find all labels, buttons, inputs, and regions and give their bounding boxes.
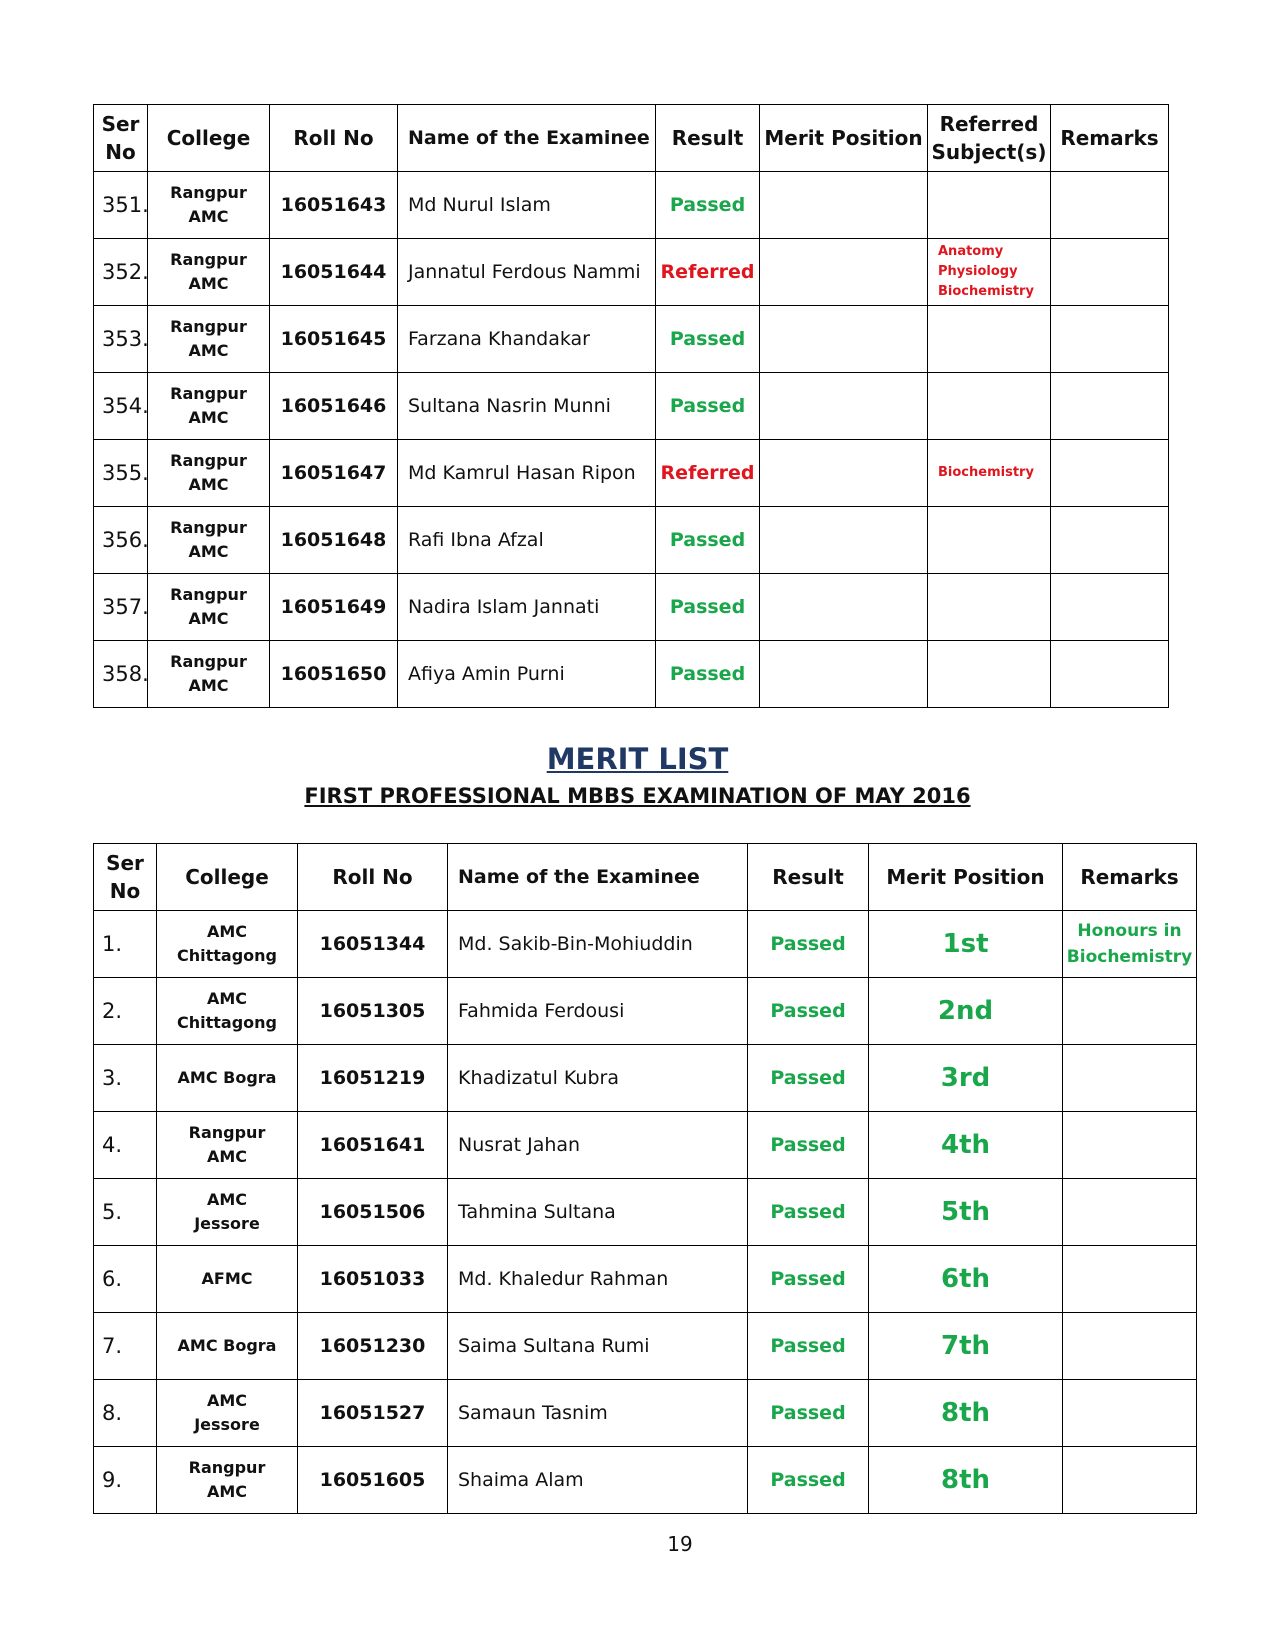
college-cell: Rangpur AMC — [157, 1112, 298, 1179]
college-cell: AFMC — [157, 1246, 298, 1313]
merit-position-cell: 1st — [869, 911, 1063, 978]
examinee-name-cell: Samaun Tasnim — [448, 1380, 748, 1447]
merit-position-cell: 5th — [869, 1179, 1063, 1246]
table-row — [94, 641, 1169, 708]
ser-no-cell: 354. — [94, 373, 148, 440]
table-header-row — [94, 105, 1169, 172]
merit-position-cell: 7th — [869, 1313, 1063, 1380]
ser-no-cell: 353. — [94, 306, 148, 373]
ser-no-cell: 5. — [94, 1179, 157, 1246]
ser-no-cell: 356. — [94, 507, 148, 574]
merit-list-title: MERIT LIST — [546, 742, 729, 776]
table-row — [94, 574, 1169, 641]
ser-no-cell: 7. — [94, 1313, 157, 1380]
college-cell: Rangpur AMC — [148, 641, 270, 708]
roll-no-cell: 16051344 — [298, 911, 448, 978]
result-cell: Passed — [748, 1447, 869, 1514]
header-ser-no: Ser No — [94, 105, 148, 172]
examinee-name-cell: Md Kamrul Hasan Ripon — [398, 440, 656, 507]
ser-no-cell: 352. — [94, 239, 148, 306]
header-result: Result — [656, 105, 760, 172]
examinee-name-cell: Khadizatul Kubra — [448, 1045, 748, 1112]
roll-no-cell: 16051644 — [270, 239, 398, 306]
examinee-name-cell: Md Nurul Islam — [398, 172, 656, 239]
remarks-cell — [1051, 172, 1169, 239]
roll-no-cell: 16051506 — [298, 1179, 448, 1246]
referred-subjects-cell — [928, 306, 1051, 373]
result-cell: Passed — [748, 1246, 869, 1313]
header-referred-subjects: Referred Subject(s) — [928, 105, 1051, 172]
table-row — [94, 507, 1169, 574]
roll-no-cell: 16051643 — [270, 172, 398, 239]
result-cell: Passed — [656, 641, 760, 708]
result-cell: Passed — [656, 172, 760, 239]
ser-no-cell: 357. — [94, 574, 148, 641]
roll-no-cell: 16051305 — [298, 978, 448, 1045]
table-row — [94, 1112, 1197, 1179]
referred-subjects-cell — [928, 507, 1051, 574]
examinee-name-cell: Rafi Ibna Afzal — [398, 507, 656, 574]
college-cell: Rangpur AMC — [148, 507, 270, 574]
header-roll-no: Roll No — [298, 844, 448, 911]
examinee-name-cell: Farzana Khandakar — [398, 306, 656, 373]
remarks-cell — [1051, 574, 1169, 641]
ser-no-cell: 8. — [94, 1380, 157, 1447]
roll-no-cell: 16051646 — [270, 373, 398, 440]
examinee-name-cell: Md. Khaledur Rahman — [448, 1246, 748, 1313]
roll-no-cell: 16051649 — [270, 574, 398, 641]
roll-no-cell: 16051527 — [298, 1380, 448, 1447]
referred-subjects-cell — [928, 172, 1051, 239]
ser-no-cell: 351. — [94, 172, 148, 239]
merit-position-cell — [760, 641, 928, 708]
roll-no-cell: 16051641 — [298, 1112, 448, 1179]
result-cell: Passed — [748, 1045, 869, 1112]
remarks-cell — [1063, 1313, 1197, 1380]
ser-no-cell: 358. — [94, 641, 148, 708]
remarks-cell — [1063, 1447, 1197, 1514]
roll-no-cell: 16051219 — [298, 1045, 448, 1112]
college-cell: Rangpur AMC — [148, 172, 270, 239]
header-merit-position: Merit Position — [869, 844, 1063, 911]
college-cell: AMC Jessore — [157, 1380, 298, 1447]
merit-position-cell: 6th — [869, 1246, 1063, 1313]
table-row — [94, 1246, 1197, 1313]
college-cell: Rangpur AMC — [148, 574, 270, 641]
examinee-name-cell: Fahmida Ferdousi — [448, 978, 748, 1045]
result-cell: Passed — [748, 911, 869, 978]
result-cell: Referred — [656, 440, 760, 507]
ser-no-cell: 6. — [94, 1246, 157, 1313]
result-cell: Passed — [656, 507, 760, 574]
table-row — [94, 239, 1169, 306]
result-cell: Passed — [656, 306, 760, 373]
college-cell: AMC Chittagong — [157, 978, 298, 1045]
result-cell: Passed — [748, 978, 869, 1045]
college-cell: Rangpur AMC — [148, 440, 270, 507]
merit-position-cell — [760, 306, 928, 373]
header-remarks: Remarks — [1063, 844, 1197, 911]
remarks-cell — [1051, 641, 1169, 708]
roll-no-cell: 16051648 — [270, 507, 398, 574]
roll-no-cell: 16051605 — [298, 1447, 448, 1514]
college-cell: Rangpur AMC — [148, 373, 270, 440]
ser-no-cell: 1. — [94, 911, 157, 978]
college-cell: Rangpur AMC — [148, 239, 270, 306]
header-college: College — [148, 105, 270, 172]
remarks-cell — [1063, 1380, 1197, 1447]
header-ser-no: Ser No — [94, 844, 157, 911]
roll-no-cell: 16051230 — [298, 1313, 448, 1380]
ser-no-cell: 9. — [94, 1447, 157, 1514]
examinee-name-cell: Afiya Amin Purni — [398, 641, 656, 708]
referred-subjects-cell — [928, 641, 1051, 708]
examinee-name-cell: Tahmina Sultana — [448, 1179, 748, 1246]
remarks-cell — [1063, 978, 1197, 1045]
result-cell: Passed — [748, 1112, 869, 1179]
remarks-cell — [1063, 1112, 1197, 1179]
remarks-cell — [1063, 1045, 1197, 1112]
examinee-name-cell: Jannatul Ferdous Nammi — [398, 239, 656, 306]
college-cell: AMC Jessore — [157, 1179, 298, 1246]
remarks-cell — [1051, 440, 1169, 507]
header-result: Result — [748, 844, 869, 911]
header-name: Name of the Examinee — [398, 105, 656, 172]
remarks-cell — [1063, 1246, 1197, 1313]
table-row — [94, 978, 1197, 1045]
table-row — [94, 1179, 1197, 1246]
merit-position-cell: 3rd — [869, 1045, 1063, 1112]
header-merit-position: Merit Position — [760, 105, 928, 172]
referred-subjects-cell: Biochemistry — [928, 440, 1051, 507]
table-row — [94, 1313, 1197, 1380]
remarks-cell — [1051, 373, 1169, 440]
header-college: College — [157, 844, 298, 911]
result-cell: Passed — [656, 373, 760, 440]
college-cell: AMC Chittagong — [157, 911, 298, 978]
merit-position-cell: 4th — [869, 1112, 1063, 1179]
header-name: Name of the Examinee — [448, 844, 748, 911]
result-cell: Passed — [748, 1179, 869, 1246]
merit-table — [93, 843, 1197, 1514]
table-row — [94, 1380, 1197, 1447]
page-number: 19 — [667, 1532, 693, 1556]
examinee-name-cell: Md. Sakib-Bin-Mohiuddin — [448, 911, 748, 978]
examinee-name-cell: Nadira Islam Jannati — [398, 574, 656, 641]
merit-position-cell — [760, 239, 928, 306]
referred-subjects-cell: Anatomy Physiology Biochemistry — [928, 239, 1051, 306]
table-header-row — [94, 844, 1197, 911]
remarks-cell — [1051, 239, 1169, 306]
roll-no-cell: 16051645 — [270, 306, 398, 373]
header-roll-no: Roll No — [270, 105, 398, 172]
remarks-cell — [1051, 306, 1169, 373]
merit-position-cell: 8th — [869, 1447, 1063, 1514]
table-row — [94, 373, 1169, 440]
examinee-name-cell: Shaima Alam — [448, 1447, 748, 1514]
table-row — [94, 306, 1169, 373]
referred-subjects-cell — [928, 574, 1051, 641]
merit-position-cell — [760, 440, 928, 507]
merit-position-cell — [760, 507, 928, 574]
merit-position-cell — [760, 574, 928, 641]
merit-position-cell — [760, 172, 928, 239]
table-row — [94, 1045, 1197, 1112]
table-row — [94, 172, 1169, 239]
roll-no-cell: 16051650 — [270, 641, 398, 708]
roll-no-cell: 16051647 — [270, 440, 398, 507]
merit-list-subtitle: FIRST PROFESSIONAL MBBS EXAMINATION OF MAY 2016 — [304, 784, 971, 808]
result-cell: Referred — [656, 239, 760, 306]
table-row — [94, 911, 1197, 978]
merit-position-cell: 8th — [869, 1380, 1063, 1447]
examinee-name-cell: Sultana Nasrin Munni — [398, 373, 656, 440]
result-cell: Passed — [748, 1313, 869, 1380]
referred-subjects-cell — [928, 373, 1051, 440]
remarks-cell — [1063, 1179, 1197, 1246]
merit-position-cell: 2nd — [869, 978, 1063, 1045]
examinee-name-cell: Saima Sultana Rumi — [448, 1313, 748, 1380]
college-cell: Rangpur AMC — [157, 1447, 298, 1514]
examinee-name-cell: Nusrat Jahan — [448, 1112, 748, 1179]
table-row — [94, 440, 1169, 507]
ser-no-cell: 3. — [94, 1045, 157, 1112]
merit-position-cell — [760, 373, 928, 440]
results-table — [93, 104, 1169, 708]
ser-no-cell: 355. — [94, 440, 148, 507]
roll-no-cell: 16051033 — [298, 1246, 448, 1313]
ser-no-cell: 2. — [94, 978, 157, 1045]
table-row — [94, 1447, 1197, 1514]
college-cell: Rangpur AMC — [148, 306, 270, 373]
remarks-cell: Honours in Biochemistry — [1063, 911, 1197, 978]
header-remarks: Remarks — [1051, 105, 1169, 172]
result-cell: Passed — [656, 574, 760, 641]
college-cell: AMC Bogra — [157, 1045, 298, 1112]
remarks-cell — [1051, 507, 1169, 574]
ser-no-cell: 4. — [94, 1112, 157, 1179]
result-cell: Passed — [748, 1380, 869, 1447]
college-cell: AMC Bogra — [157, 1313, 298, 1380]
